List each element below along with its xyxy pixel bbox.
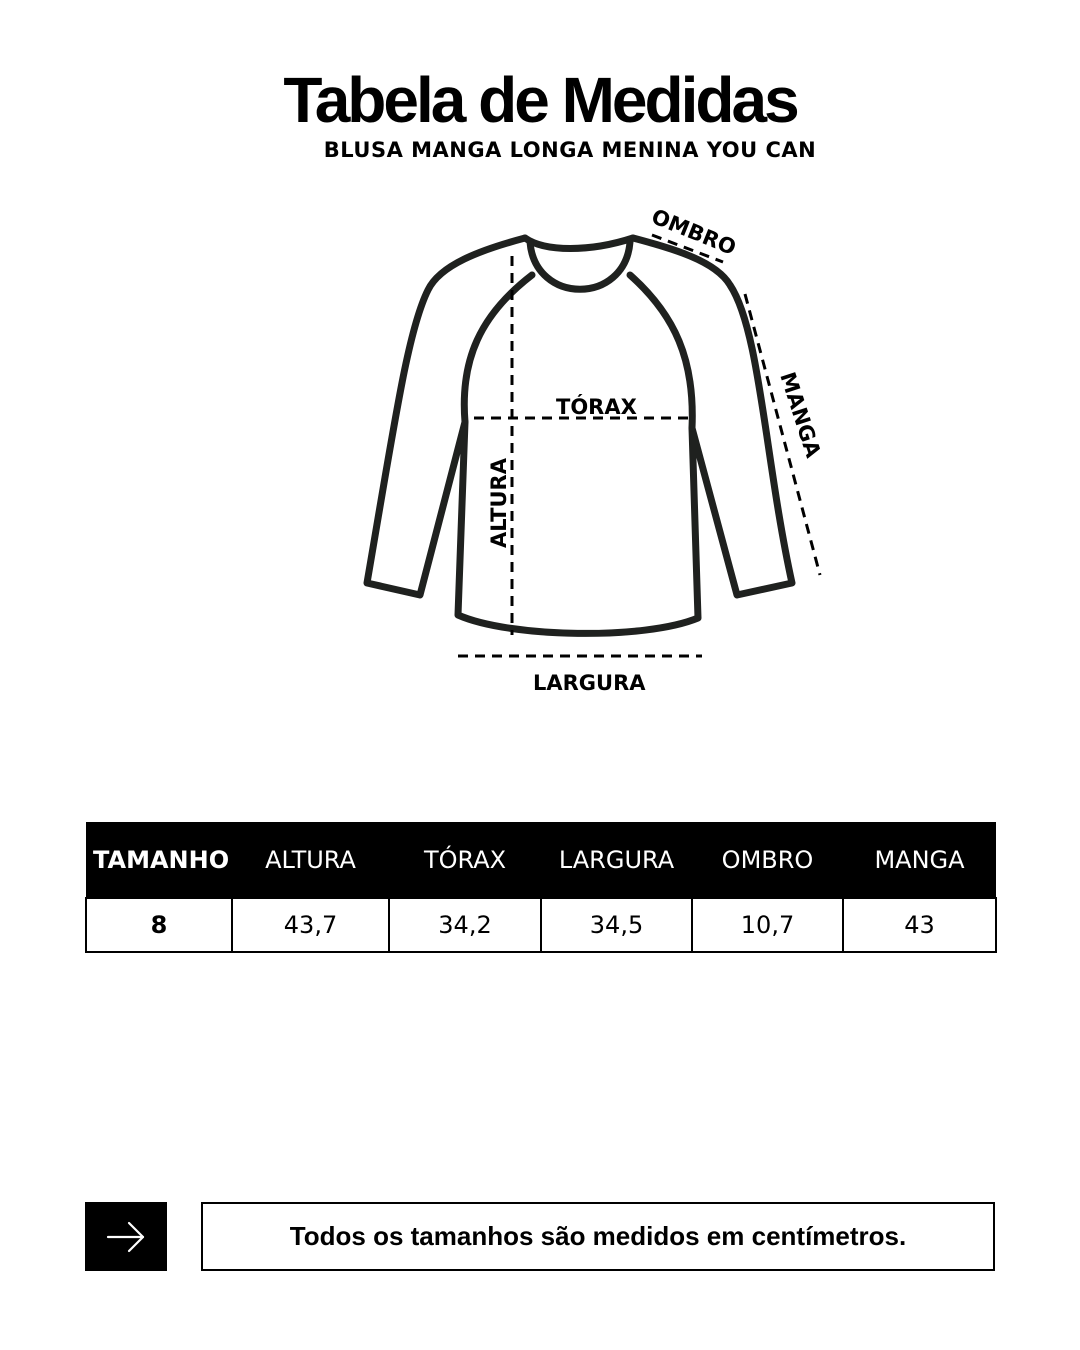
col-header-torax: TÓRAX: [389, 822, 541, 898]
col-header-tamanho: TAMANHO: [86, 822, 232, 898]
torax-label: TÓRAX: [556, 395, 637, 419]
raglan-seam-left: [464, 275, 532, 422]
measurements-table: [85, 822, 997, 953]
units-note-text: Todos os tamanhos são medidos em centímetros.: [289, 1221, 907, 1251]
table-row: [86, 898, 996, 952]
cell-tamanho: 8: [86, 898, 232, 952]
page-subtitle: BLUSA MANGA LONGA MENINA YOU CAN: [323, 138, 817, 162]
cell-largura: 34,5: [541, 898, 692, 952]
col-header-manga: MANGA: [843, 822, 996, 898]
cell-manga: 43: [843, 898, 996, 952]
cell-altura: 43,7: [232, 898, 389, 952]
table-header-row: [86, 822, 996, 898]
cell-ombro: 10,7: [692, 898, 843, 952]
collar-outer: [525, 238, 633, 249]
arrow-right-icon: [106, 1221, 146, 1253]
col-header-largura: LARGURA: [541, 822, 692, 898]
cell-torax: 34,2: [389, 898, 541, 952]
largura-label: LARGURA: [533, 671, 646, 695]
ombro-label: OMBRO: [648, 204, 740, 260]
manga-label: MANGA: [775, 369, 826, 461]
col-header-altura: ALTURA: [232, 822, 389, 898]
arrow-badge: [85, 1202, 167, 1271]
shirt-diagram: [340, 190, 840, 710]
shirt-outline: [367, 238, 792, 633]
raglan-seam-right: [630, 275, 692, 428]
units-note: [201, 1202, 995, 1271]
altura-label: ALTURA: [487, 458, 511, 548]
page-title: Tabela de Medidas: [283, 64, 797, 136]
col-header-ombro: OMBRO: [692, 822, 843, 898]
